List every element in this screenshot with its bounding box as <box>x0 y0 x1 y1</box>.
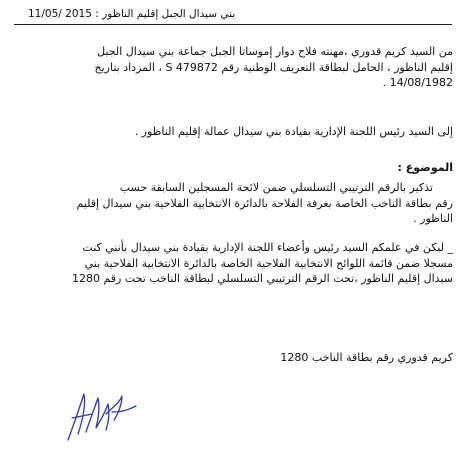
subject-label: الموضوع : <box>397 161 453 174</box>
body-line: تذكير بالرقم الترتيبي التسلسلي ضمن لائحة المسجلين السابقة حسب <box>119 181 433 194</box>
header-location-date: بني سيدال الجبل إقليم الناظور : 2015 /11/05 <box>28 8 236 20</box>
closing-signature-line: كريم قدوري رقم بطاقة الناخب 1280 <box>280 351 453 364</box>
body-line: رقم بطاقة الناخب الخاصة بغرفة الفلاحة بالدائرة الانتخابية الفلاحية بني سيدال إقليم <box>76 196 453 210</box>
sender-block <box>13 44 453 91</box>
sender-line: من السيد كريم قدوري ،مهنته فلاح دوار إموساتا الجبل جماعة بني سيدال الجبل <box>97 45 453 58</box>
handwritten-signature-icon <box>62 384 142 444</box>
body-line: الناظور . <box>413 212 453 225</box>
body-paragraph-2 <box>13 240 453 287</box>
body-paragraph-1 <box>13 180 453 227</box>
body-line: سيدال إقليم الناظور ،تحت الرقم الترتيبي التسلسلي لبطاقة الناخب تحت رقم 1280 <box>71 272 453 285</box>
body-line: _ لبكن في علمكم السيد رئيس وأعضاء اللجنة الإدارية بقيادة بني سيدال بأنني كنت <box>82 241 453 254</box>
recipient-line: إلى السيد رئيس اللجنة الإدارية بقيادة بني سيدال عمالة إقليم الناظور . <box>134 125 453 138</box>
header-divider <box>14 24 452 25</box>
sender-line: إقليم الناظور ، الحامل لبطاقة التعريف الوطنية رقم S 479872 ، المزداد بتاريخ <box>94 60 453 74</box>
body-line: مسجلا ضمن قائمة اللوائح الانتخابية الفلاحية الخاصة بالدائرة الانتخابية الفلاحية بني <box>84 256 453 270</box>
sender-line: 14/08/1982 . <box>382 76 453 89</box>
